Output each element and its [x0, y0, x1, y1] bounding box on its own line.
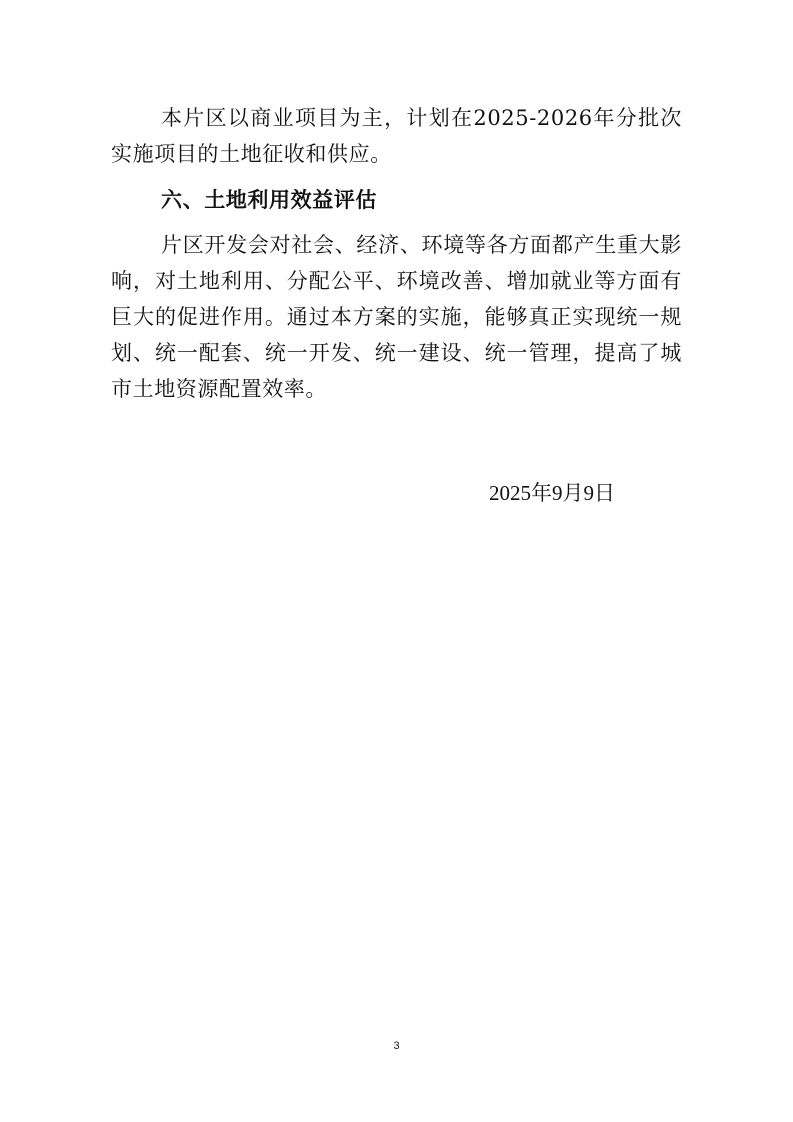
paragraph-land-supply-plan: 本片区以商业项目为主，计划在2025-2026年分批次实施项目的土地征收和供应。	[111, 106, 682, 166]
paragraph-benefit-assessment: 片区开发会对社会、经济、环境等各方面都产生重大影响，对土地利用、分配公平、环境改善、增加就业等方面有巨大的促进作用。通过本方案的实施，能够真正实现统一规划、统一配套、统一开发、统一建设、统一管理，提高了城市土地资源配置效率。	[111, 233, 682, 401]
page-number: 3	[393, 1040, 400, 1052]
section-heading-land-use-benefit: 六、土地利用效益评估	[161, 188, 377, 212]
document-date: 2025年9月9日	[489, 481, 615, 505]
